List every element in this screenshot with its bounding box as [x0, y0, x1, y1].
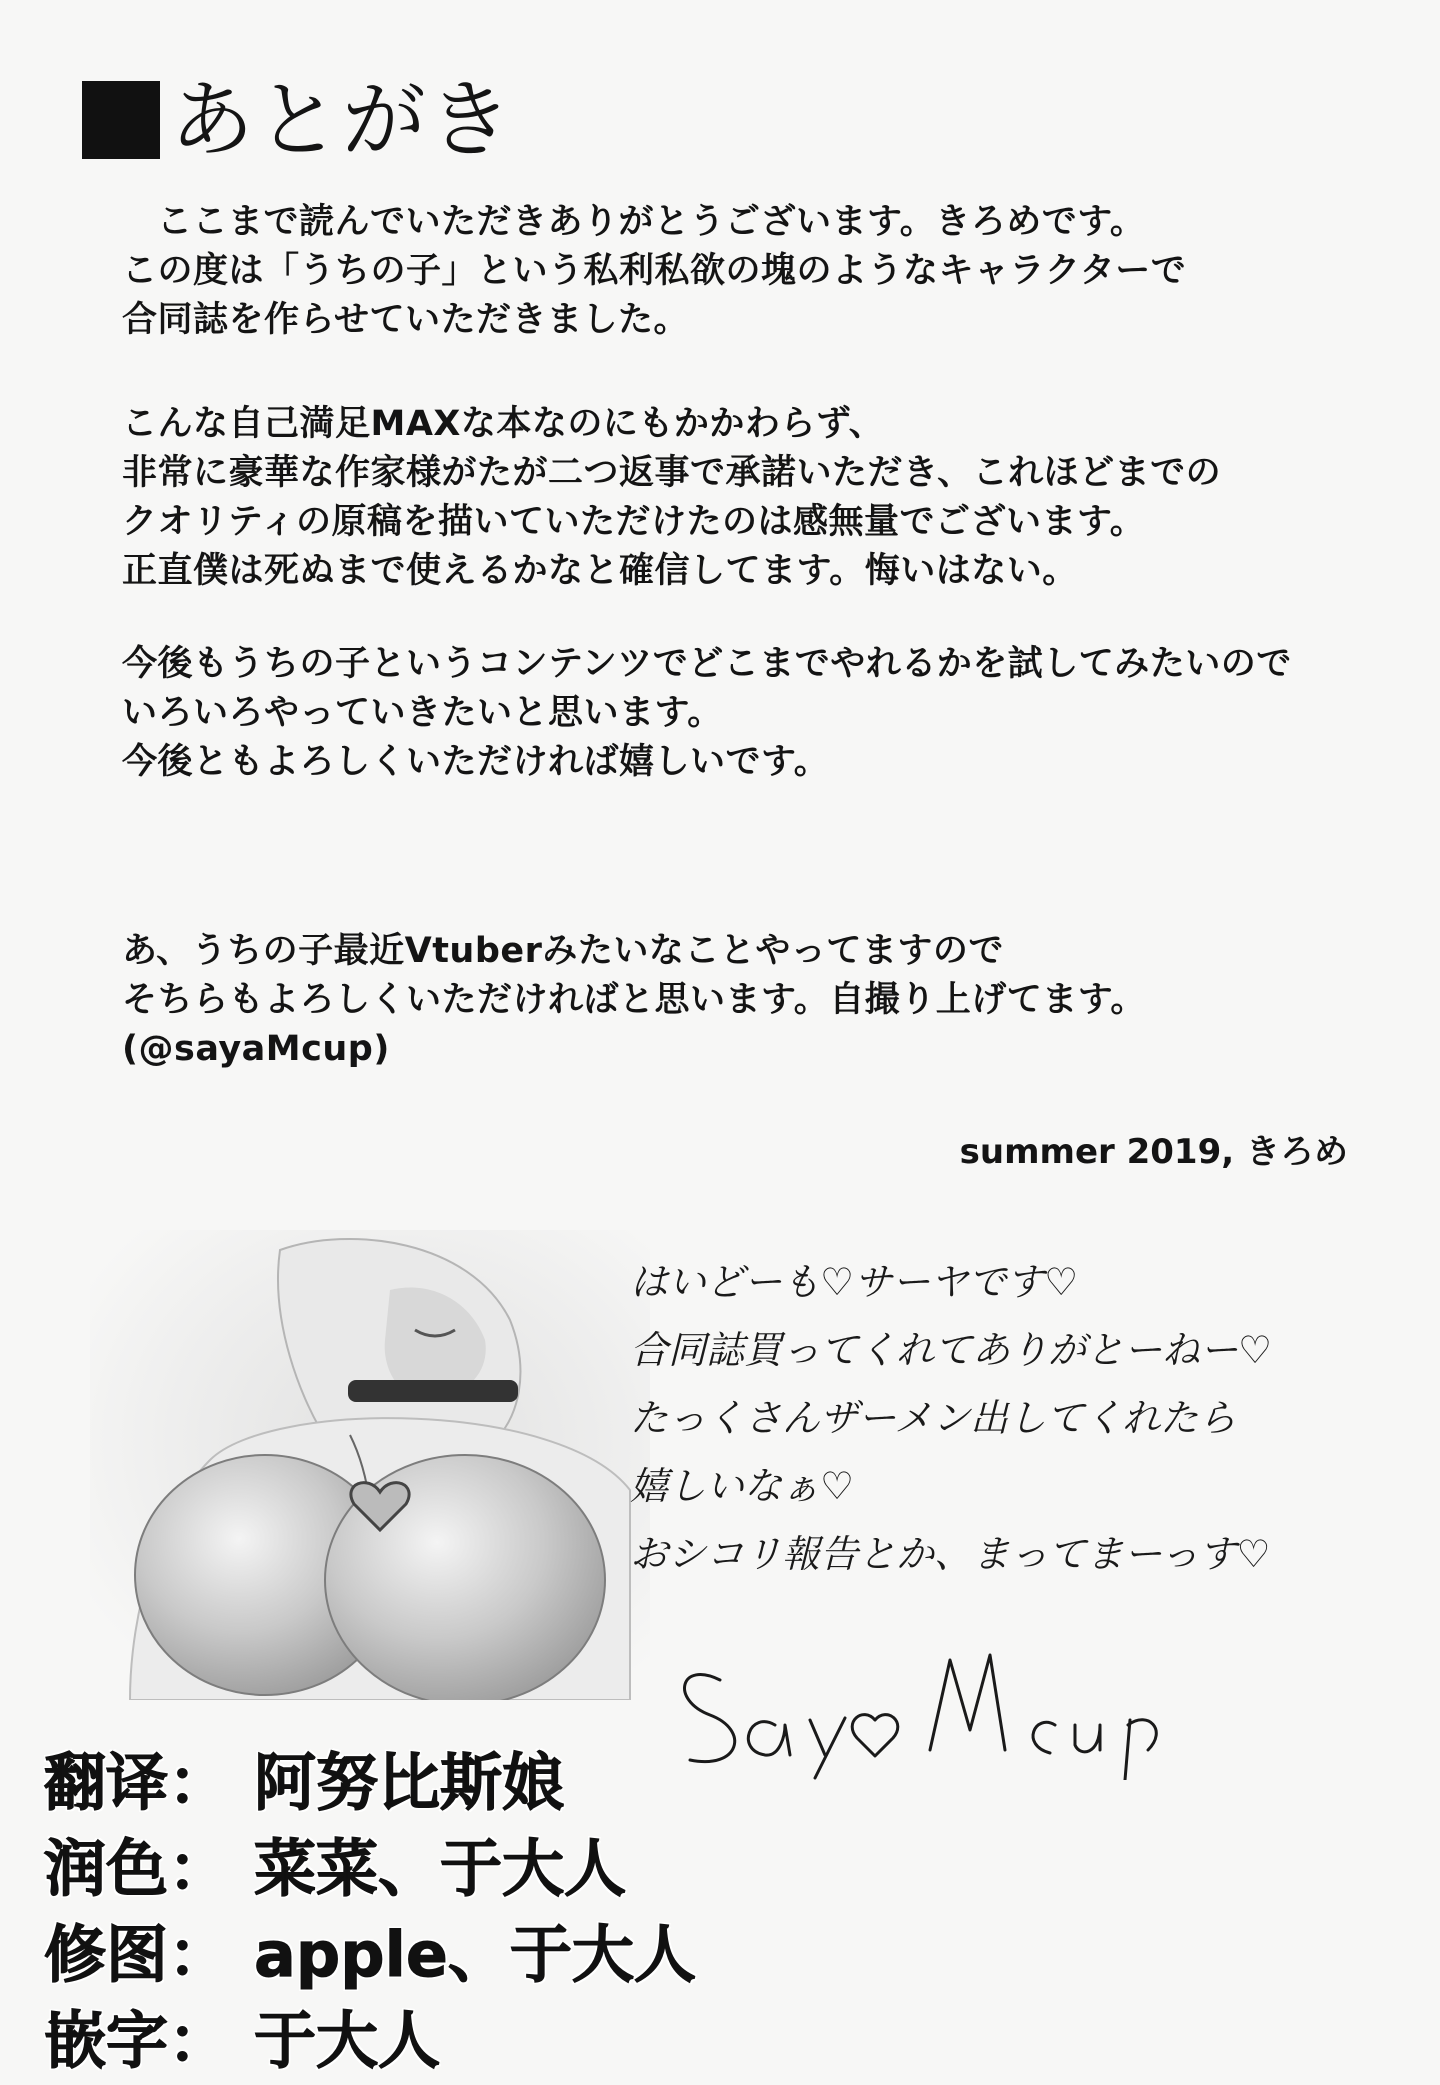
black-square-icon — [82, 81, 160, 159]
credit-role: 润色： — [44, 1832, 231, 1905]
handwritten-note — [630, 1248, 1390, 1588]
paragraph-3 — [122, 640, 1362, 787]
note-line: はいどーも♡サーヤです♡ — [630, 1260, 1079, 1304]
handwritten-signature — [660, 1640, 1260, 1780]
credit-row — [44, 1998, 696, 2084]
paragraph-line: (@sayaMcup) — [122, 1029, 390, 1069]
scanlation-credits — [44, 1740, 696, 2084]
paragraph-line: あ、うちの子最近Vtuberみたいなことやってますので — [122, 931, 1004, 971]
note-line: たっくさんザーメン出してくれたら — [630, 1396, 1237, 1440]
credit-name: 菜菜、于大人 — [254, 1832, 627, 1905]
afterword-heading — [82, 71, 515, 169]
credit-name: 于大人 — [254, 2004, 441, 2077]
credit-role: 翻译： — [44, 1746, 231, 1819]
paragraph-line: 今後もうちの子というコンテンツでどこまでやれるかを試してみたいので — [122, 644, 1292, 684]
note-line: おシコリ報告とか、まってまーっす♡ — [630, 1532, 1271, 1576]
paragraph-line: 非常に豪華な作家様がたが二つ返事で承諾いただき、これほどまでの — [122, 453, 1222, 493]
paragraph-line: 正直僕は死ぬまで使えるかなと確信してます。悔いはない。 — [122, 551, 1078, 591]
paragraph-2 — [122, 400, 1362, 596]
signoff: summer 2019, きろめ — [959, 1132, 1348, 1172]
paragraph-line: いろいろやっていきたいと思います。 — [122, 693, 723, 733]
credit-role: 修图： — [44, 1918, 231, 1991]
credit-row — [44, 1912, 696, 1998]
paragraph-line: 合同誌を作らせていただきました。 — [122, 300, 689, 340]
paragraph-line: 今後ともよろしくいただければ嬉しいです。 — [122, 742, 830, 782]
credit-row — [44, 1740, 696, 1826]
paragraph-4 — [122, 927, 1362, 1074]
paragraph-1 — [122, 198, 1362, 345]
character-illustration — [90, 1230, 650, 1700]
paragraph-line: こんな自己満足MAXな本なのにもかかわらず、 — [122, 404, 885, 444]
note-line: 嬉しいなぁ♡ — [630, 1464, 855, 1508]
paragraph-line: クオリティの原稿を描いていただけたのは感無量でございます。 — [122, 502, 1146, 542]
paragraph-line: そちらもよろしくいただければと思います。自撮り上げてます。 — [122, 980, 1146, 1020]
credit-name: apple、于大人 — [254, 1918, 696, 1991]
credit-row — [44, 1826, 696, 1912]
credit-name: 阿努比斯娘 — [254, 1746, 565, 1819]
paragraph-line: この度は「うちの子」という私利私欲の塊のようなキャラクターで — [122, 251, 1187, 291]
paragraph-line: ここまで読んでいただきありがとうございます。きろめです。 — [157, 202, 1146, 242]
heading-title: あとがき — [170, 71, 515, 169]
note-line: 合同誌買ってくれてありがとーねー♡ — [630, 1328, 1273, 1372]
credit-role: 嵌字： — [44, 2004, 231, 2077]
